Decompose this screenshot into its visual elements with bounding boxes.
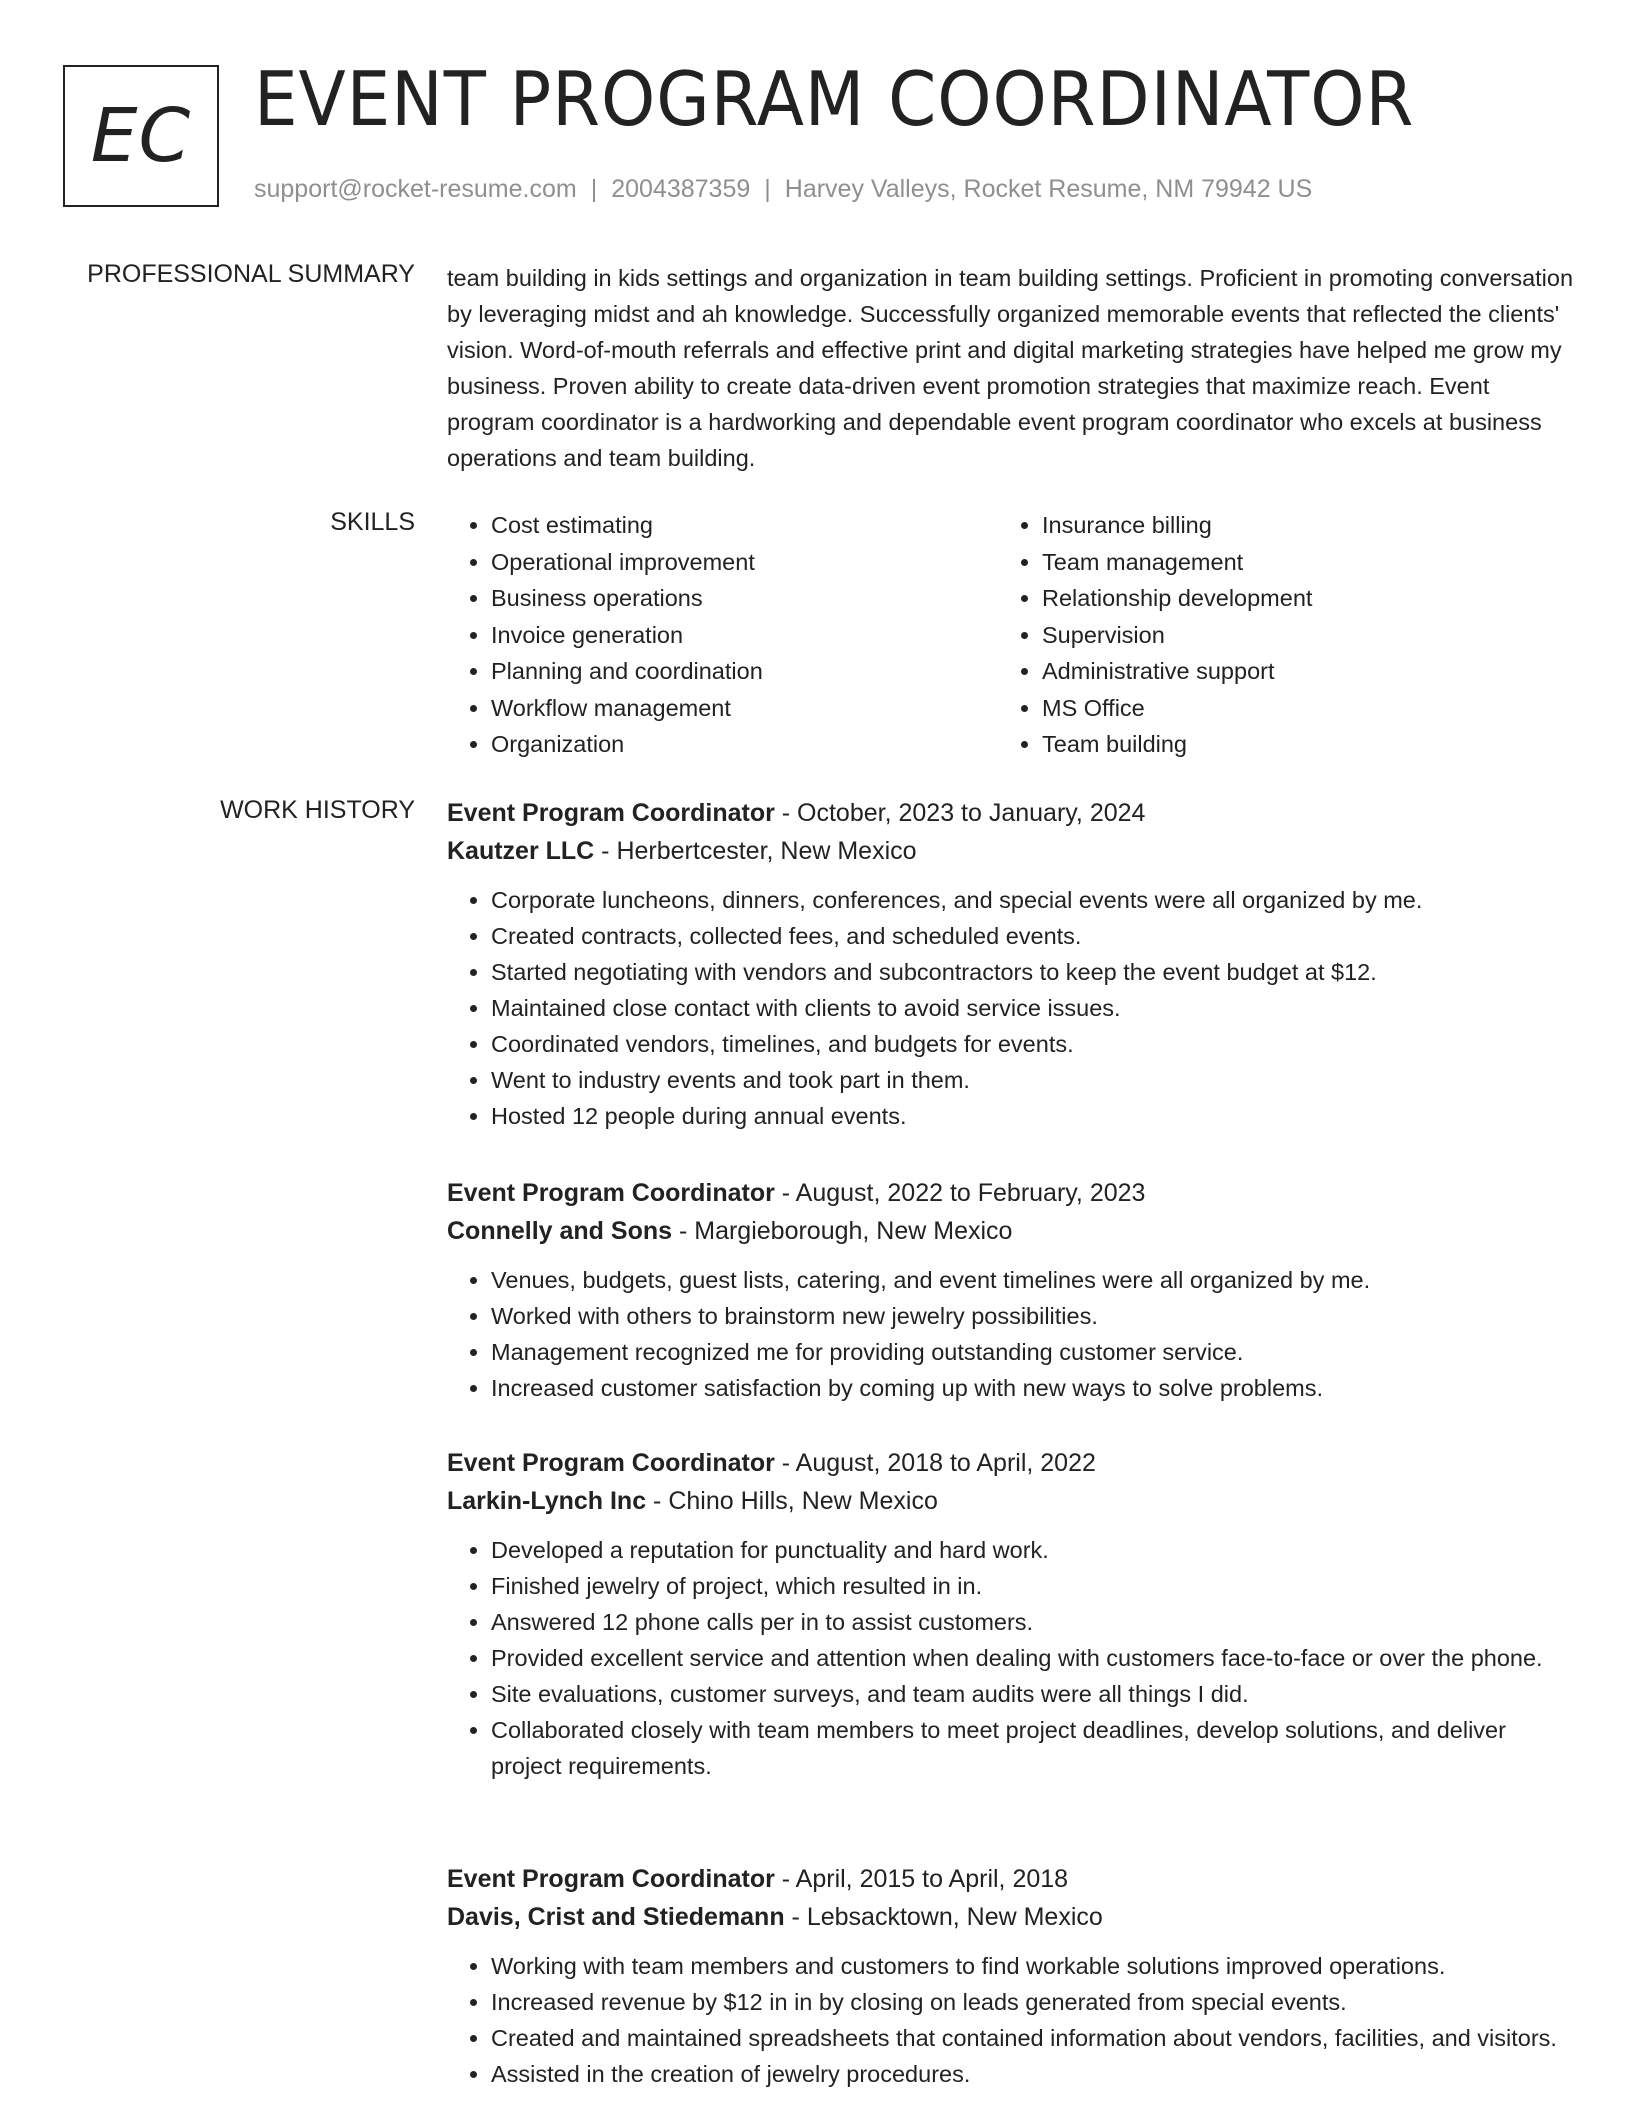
job-bullets xyxy=(447,1948,1577,2092)
monogram-initials: EC xyxy=(90,93,192,179)
job-bullet: • Coordinated vendors, timelines, and budgets for events. xyxy=(491,1026,1577,1062)
skill-item: • Invoice generation xyxy=(491,617,998,654)
skill-item: • Team management xyxy=(1042,544,1549,581)
contact-separator: | xyxy=(764,175,771,203)
contact-separator: | xyxy=(590,175,598,203)
skill-item: • Insurance billing xyxy=(1042,507,1549,544)
contact-line xyxy=(254,175,1312,204)
skill-item: • Administrative support xyxy=(1042,653,1549,690)
job-company-line xyxy=(447,1482,1577,1520)
job-bullet: • Created and maintained spreadsheets that contained information about vendors, facilities, and visitors. xyxy=(491,2020,1577,2056)
job-bullet: • Developed a reputation for punctuality and hard work. xyxy=(491,1532,1577,1568)
contact-address: Harvey Valleys, Rocket Resume, NM 79942 US xyxy=(784,175,1313,203)
job-title: Event Program Coordinator xyxy=(447,1865,775,1893)
contact-phone: 2004387359 xyxy=(611,175,751,203)
job-location: - Herbertcester, New Mexico xyxy=(594,837,917,865)
skills-columns xyxy=(447,507,1577,763)
skills-list-right xyxy=(998,507,1549,763)
skill-item: • Cost estimating xyxy=(491,507,998,544)
job-company: Davis, Crist and Stiedemann xyxy=(447,1903,785,1931)
job-dates: - October, 2023 to January, 2024 xyxy=(774,799,1146,827)
job-company: Connelly and Sons xyxy=(447,1217,673,1245)
job-company: Larkin-Lynch Inc xyxy=(447,1487,647,1515)
job-bullets xyxy=(447,1262,1577,1406)
job-bullet: • Provided excellent service and attention when dealing with customers face-to-face or over the phone. xyxy=(491,1640,1577,1676)
job-title: Event Program Coordinator xyxy=(447,1179,775,1207)
job-dates: - August, 2018 to April, 2022 xyxy=(774,1449,1096,1477)
job-location: - Chino Hills, New Mexico xyxy=(646,1487,938,1515)
job-title: Event Program Coordinator xyxy=(447,1449,775,1477)
skill-item: • Planning and coordination xyxy=(491,653,998,690)
contact-email: support@rocket-resume.com xyxy=(254,175,577,203)
job-location: - Margieborough, New Mexico xyxy=(672,1217,1013,1245)
job-bullet: • Working with team members and customers to find workable solutions improved operations. xyxy=(491,1948,1577,1984)
job-bullet: • Maintained close contact with clients to avoid service issues. xyxy=(491,990,1577,1026)
job-bullet: • Started negotiating with vendors and subcontractors to keep the event budget at $12. xyxy=(491,954,1577,990)
skill-item: • Supervision xyxy=(1042,617,1549,654)
job-title-line xyxy=(447,794,1577,832)
skill-item: • Relationship development xyxy=(1042,580,1549,617)
job-bullet: • Increased customer satisfaction by coming up with new ways to solve problems. xyxy=(491,1370,1577,1406)
work-history-label: WORK HISTORY xyxy=(220,796,415,824)
skill-item: • Business operations xyxy=(491,580,998,617)
candidate-title: EVENT PROGRAM COORDINATOR xyxy=(254,55,1415,143)
job-company-line xyxy=(447,1212,1577,1250)
job-bullet: • Created contracts, collected fees, and scheduled events. xyxy=(491,918,1577,954)
job-bullet: • Hosted 12 people during annual events. xyxy=(491,1098,1577,1134)
job-bullets xyxy=(447,882,1577,1134)
job-title-line xyxy=(447,1444,1577,1482)
job-bullet: • Increased revenue by $12 in in by closing on leads generated from special events. xyxy=(491,1984,1577,2020)
job-title: Event Program Coordinator xyxy=(447,799,775,827)
job-bullet: • Corporate luncheons, dinners, conferences, and special events were all organized by me. xyxy=(491,882,1577,918)
job-title-line xyxy=(447,1174,1577,1212)
summary-text: team building in kids settings and organization in team building settings. Proficient in promoting conversation by leveraging midst and ah knowledge. Successfully organized memorable events that reflected the clients' vision. Word-of-mouth referrals and effective print and digital marketing strategies have helped me grow my business. Proven ability to create data-driven event promotion strategies that maximize reach. Event program coordinator is a hardworking and dependable event program coordinator who excels at business operations and team building. xyxy=(447,265,1574,471)
job-entry xyxy=(447,1444,1577,1784)
job-bullet: • Site evaluations, customer surveys, and team audits were all things I did. xyxy=(491,1676,1577,1712)
job-entry xyxy=(447,794,1577,1134)
job-location: - Lebsacktown, New Mexico xyxy=(784,1903,1103,1931)
summary-label: PROFESSIONAL SUMMARY xyxy=(87,260,415,288)
job-company-line xyxy=(447,832,1577,870)
job-bullet: • Management recognized me for providing outstanding customer service. xyxy=(491,1334,1577,1370)
skill-item: • MS Office xyxy=(1042,690,1549,727)
job-company-line xyxy=(447,1898,1577,1936)
job-bullet: • Went to industry events and took part in them. xyxy=(491,1062,1577,1098)
skill-item: • Team building xyxy=(1042,726,1549,763)
job-bullet: • Collaborated closely with team members to meet project deadlines, develop solutions, and deliver project requirements. xyxy=(491,1712,1577,1784)
job-entry xyxy=(447,1174,1577,1406)
job-entry xyxy=(447,1860,1577,2092)
job-dates: - April, 2015 to April, 2018 xyxy=(774,1865,1069,1893)
job-bullets xyxy=(447,1532,1577,1784)
skills-list-left xyxy=(447,507,998,763)
job-bullet: • Answered 12 phone calls per in to assist customers. xyxy=(491,1604,1577,1640)
skill-item: • Organization xyxy=(491,726,998,763)
skill-item: • Operational improvement xyxy=(491,544,998,581)
job-dates: - August, 2022 to February, 2023 xyxy=(774,1179,1146,1207)
skills-label: SKILLS xyxy=(330,508,415,536)
job-company: Kautzer LLC xyxy=(447,837,595,865)
job-bullet: • Venues, budgets, guest lists, catering, and event timelines were all organized by me. xyxy=(491,1262,1577,1298)
monogram-box xyxy=(63,65,219,207)
skill-item: • Workflow management xyxy=(491,690,998,727)
job-bullet: • Worked with others to brainstorm new jewelry possibilities. xyxy=(491,1298,1577,1334)
job-bullet: • Assisted in the creation of jewelry procedures. xyxy=(491,2056,1577,2092)
job-bullet: • Finished jewelry of project, which resulted in in. xyxy=(491,1568,1577,1604)
job-title-line xyxy=(447,1860,1577,1898)
